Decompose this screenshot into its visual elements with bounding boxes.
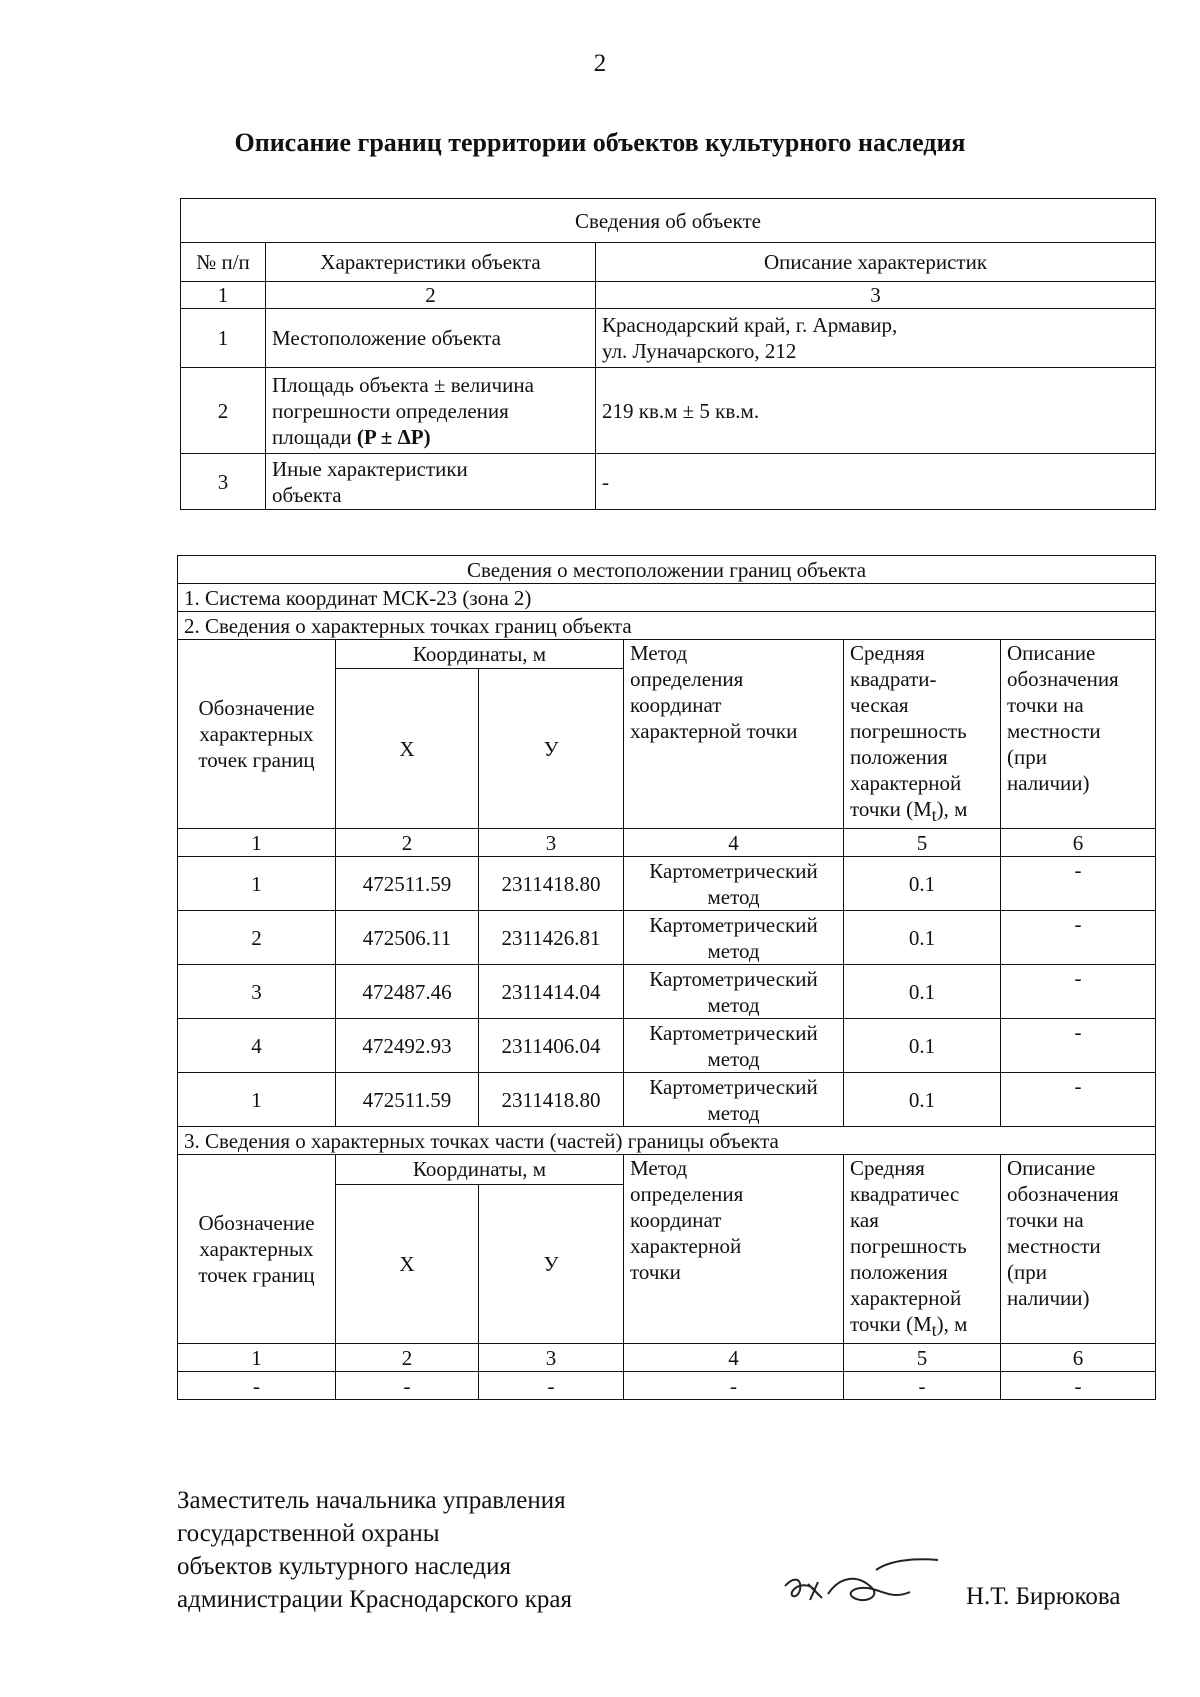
header-line: ), м — [936, 797, 968, 821]
point-id: 3 — [178, 965, 336, 1019]
header-line: Обозначение — [198, 696, 315, 721]
name-line: погрешности определения — [272, 398, 509, 423]
header-line: (при — [1007, 1260, 1047, 1285]
header-line: Описание — [1007, 1156, 1096, 1181]
y-header: У — [479, 669, 624, 829]
boundaries-table — [177, 555, 1156, 1400]
value-line: ул. Луначарского, 212 — [602, 339, 797, 363]
point-description: - — [1001, 1073, 1156, 1127]
y-header: У — [479, 1184, 624, 1344]
method-line: Картометрический — [649, 1074, 818, 1099]
error-header — [844, 1155, 1001, 1344]
header-line: местности — [1007, 719, 1101, 743]
col-number: 3 — [479, 829, 624, 857]
header-line: точки — [630, 1260, 681, 1285]
value-line: Краснодарский край, г. Армавир, — [602, 313, 898, 337]
table-row — [178, 857, 1156, 911]
row-name — [266, 454, 596, 510]
table-row — [181, 368, 1156, 454]
row-name: Местоположение объекта — [266, 309, 596, 368]
header-line: характерной — [630, 1234, 742, 1259]
row-num: 3 — [181, 454, 266, 510]
point-x: 472487.46 — [336, 965, 479, 1019]
point-id: 2 — [178, 911, 336, 965]
header-line: Обозначение — [198, 1211, 315, 1236]
point-x: 472492.93 — [336, 1019, 479, 1073]
handwritten-signature — [780, 1548, 950, 1618]
header-line: погрешность — [850, 719, 967, 743]
error-header — [844, 640, 1001, 829]
header-line: координат — [630, 1208, 722, 1233]
table-row — [178, 1372, 1156, 1400]
point-description: - — [1001, 965, 1156, 1019]
point-x: 472511.59 — [336, 1073, 479, 1127]
description-header — [1001, 1155, 1156, 1344]
header-line: Средняя — [850, 1156, 925, 1181]
header-line: обозначения — [1007, 667, 1119, 691]
point-id: 1 — [178, 857, 336, 911]
row-value: 219 кв.м ± 5 кв.м. — [596, 368, 1156, 454]
point-error: 0.1 — [844, 965, 1001, 1019]
col-number: 1 — [181, 282, 266, 309]
col-number: 1 — [178, 829, 336, 857]
header-line: наличии) — [1007, 771, 1090, 795]
x-header: X — [336, 1184, 479, 1344]
header-line: определения — [630, 667, 744, 691]
method-header — [624, 1155, 844, 1344]
method-line: Картометрический — [649, 1020, 818, 1045]
table-row — [181, 454, 1156, 510]
point-y: 2311406.04 — [479, 1019, 624, 1073]
point-description: - — [1001, 911, 1156, 965]
col-number: 6 — [1001, 829, 1156, 857]
point-y: 2311418.80 — [479, 1073, 624, 1127]
header-line: характерной — [850, 771, 962, 795]
header-line: точки (M — [850, 797, 932, 821]
name-line: объекта — [272, 482, 342, 507]
table-row — [181, 309, 1156, 368]
header-line: характерной точки — [630, 719, 798, 743]
point-description: - — [1001, 1019, 1156, 1073]
empty-cell: - — [178, 1372, 336, 1400]
object-info-table — [180, 198, 1156, 510]
row-value — [596, 309, 1156, 368]
method-line: метод — [707, 1046, 760, 1071]
signer-name: Н.Т. Бирюкова — [966, 1583, 1121, 1610]
method-line: Картометрический — [649, 912, 818, 937]
empty-cell: - — [336, 1372, 479, 1400]
header-line: квадрати- — [850, 667, 937, 691]
row-num: 2 — [181, 368, 266, 454]
subscript: t — [931, 805, 937, 826]
header-line: характерных — [199, 722, 314, 747]
method-line: метод — [707, 884, 760, 909]
point-method — [624, 965, 844, 1019]
col-number: 2 — [336, 1344, 479, 1372]
name-line: площади — [272, 424, 357, 449]
header-line: Метод — [630, 1156, 688, 1181]
header-line: кая — [850, 1208, 879, 1233]
empty-cell: - — [479, 1372, 624, 1400]
method-line: метод — [707, 938, 760, 963]
col-number: 2 — [266, 282, 596, 309]
description-header — [1001, 640, 1156, 829]
designation-header — [178, 1155, 336, 1344]
header-line: ), м — [936, 1312, 968, 1337]
header-line: Метод — [630, 641, 688, 665]
position-line: государственной охраны — [177, 1520, 440, 1547]
point-error: 0.1 — [844, 911, 1001, 965]
header-line: точки на — [1007, 693, 1084, 717]
document-title: Описание границ территории объектов культурного наследия — [234, 128, 966, 157]
point-y: 2311418.80 — [479, 857, 624, 911]
point-y: 2311426.81 — [479, 911, 624, 965]
parts-caption: 3. Сведения о характерных точках части (частей) границы объекта — [178, 1127, 1156, 1155]
header-line: квадратичес — [850, 1182, 960, 1207]
header-line: ческая — [850, 693, 909, 717]
page-number: 2 — [593, 50, 607, 77]
header-line: (при — [1007, 745, 1047, 769]
designation-header — [178, 640, 336, 829]
method-line: метод — [707, 1100, 760, 1125]
table-row — [178, 1073, 1156, 1127]
name-line: Иные характеристики — [272, 456, 468, 481]
header-line: точек границ — [198, 1263, 315, 1288]
points-caption: 2. Сведения о характерных точках границ объекта — [178, 612, 1156, 640]
header-line: обозначения — [1007, 1182, 1119, 1207]
header-description: Описание характеристик — [596, 243, 1156, 282]
header-line: погрешность — [850, 1234, 967, 1259]
point-error: 0.1 — [844, 857, 1001, 911]
header-characteristic: Характеристики объекта — [266, 243, 596, 282]
header-line: местности — [1007, 1234, 1101, 1259]
coordinates-header: Координаты, м — [336, 1155, 624, 1184]
header-line: положения — [850, 1260, 948, 1285]
header-line: определения — [630, 1182, 744, 1207]
area-formula: (P ± ΔP) — [356, 424, 431, 449]
table-row — [178, 965, 1156, 1019]
col-number: 1 — [178, 1344, 336, 1372]
signatory-position — [177, 1484, 572, 1616]
header-line: точек границ — [198, 748, 315, 773]
method-header — [624, 640, 844, 829]
coordinates-header: Координаты, м — [336, 640, 624, 669]
table-row — [178, 911, 1156, 965]
point-error: 0.1 — [844, 1019, 1001, 1073]
header-line: точки на — [1007, 1208, 1084, 1233]
header-line: положения — [850, 745, 948, 769]
point-id: 1 — [178, 1073, 336, 1127]
row-num: 1 — [181, 309, 266, 368]
header-line: наличии) — [1007, 1286, 1090, 1311]
row-name — [266, 368, 596, 454]
point-x: 472506.11 — [336, 911, 479, 965]
position-line: объектов культурного наследия — [177, 1553, 511, 1580]
col-number: 3 — [596, 282, 1156, 309]
name-line: Площадь объекта ± величина — [272, 372, 534, 397]
header-num: № п/п — [181, 243, 266, 282]
point-method — [624, 1019, 844, 1073]
row-value: - — [596, 454, 1156, 510]
empty-cell: - — [624, 1372, 844, 1400]
method-line: Картометрический — [649, 858, 818, 883]
coordinate-system: 1. Система координат МСК-23 (зона 2) — [178, 584, 1156, 612]
col-number: 6 — [1001, 1344, 1156, 1372]
empty-cell: - — [844, 1372, 1001, 1400]
point-method — [624, 857, 844, 911]
empty-cell: - — [1001, 1372, 1156, 1400]
method-line: метод — [707, 992, 760, 1017]
table-row — [178, 1019, 1156, 1073]
col-number: 3 — [479, 1344, 624, 1372]
header-line: точки (M — [850, 1312, 932, 1337]
col-number: 2 — [336, 829, 479, 857]
header-line: характерной — [850, 1286, 962, 1311]
col-number: 5 — [844, 829, 1001, 857]
object-info-caption: Сведения об объекте — [181, 199, 1156, 243]
header-line: Средняя — [850, 641, 925, 665]
col-number: 4 — [624, 1344, 844, 1372]
position-line: Заместитель начальника управления — [177, 1487, 566, 1514]
col-number: 4 — [624, 829, 844, 857]
col-number: 5 — [844, 1344, 1001, 1372]
header-line: координат — [630, 693, 722, 717]
boundaries-caption: Сведения о местоположении границ объекта — [178, 556, 1156, 584]
header-line: характерных — [199, 1237, 314, 1262]
point-error: 0.1 — [844, 1073, 1001, 1127]
point-method — [624, 1073, 844, 1127]
point-description: - — [1001, 857, 1156, 911]
x-header: X — [336, 669, 479, 829]
point-y: 2311414.04 — [479, 965, 624, 1019]
point-x: 472511.59 — [336, 857, 479, 911]
point-method — [624, 911, 844, 965]
subscript: t — [931, 1320, 937, 1341]
method-line: Картометрический — [649, 966, 818, 991]
position-line: администрации Краснодарского края — [177, 1586, 573, 1613]
point-id: 4 — [178, 1019, 336, 1073]
header-line: Описание — [1007, 641, 1096, 665]
